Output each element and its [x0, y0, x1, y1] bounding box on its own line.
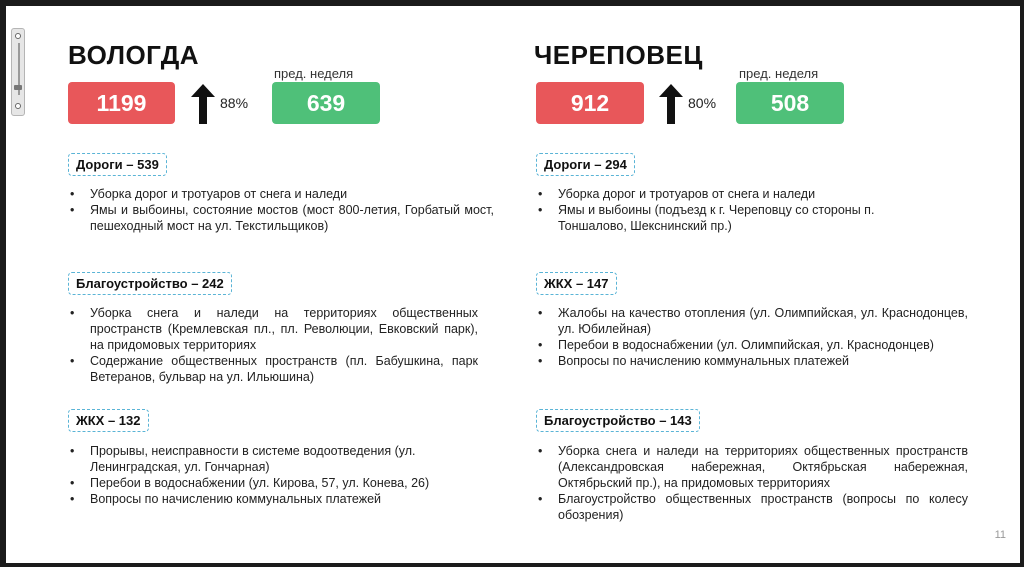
prev-week-label: пред. неделя	[739, 66, 819, 81]
category-roads: Дороги – 294	[536, 153, 635, 176]
current-count-box: 1199	[68, 82, 175, 124]
improvement-list	[68, 305, 478, 385]
arrow-up-icon	[659, 84, 683, 124]
list-item: • Прорывы, неисправности в системе водоотведения (ул. Ленинградская, ул. Гончарная)	[68, 443, 486, 475]
page-number: 11	[994, 529, 1006, 541]
list-item: • Ямы и выбоины (подъезд к г. Череповцу со стороны п. Тоншалово, Шекснинский пр.)	[536, 202, 916, 234]
roads-list	[68, 186, 494, 234]
zoom-out-icon[interactable]	[15, 103, 21, 109]
growth-percent: 80%	[688, 95, 717, 111]
zoom-slider[interactable]	[11, 28, 25, 116]
improvement-list	[536, 443, 968, 523]
current-count-box: 912	[536, 82, 644, 124]
list-item: • Уборка снега и наледи на территориях общественных пространств (Александровская набережная, Октябрьская набережная, Октябрьский пр.), на придомовых территориях	[536, 443, 968, 491]
zoom-handle[interactable]	[14, 85, 22, 90]
category-improvement: Благоустройство – 242	[68, 272, 232, 295]
list-item: • Жалобы на качество отопления (ул. Олимпийская, ул. Краснодонцев, ул. Юбилейная)	[536, 305, 968, 337]
city-title-cherepovets: ЧЕРЕПОВЕЦ	[534, 40, 703, 70]
prev-week-count-box: 508	[736, 82, 844, 124]
category-roads: Дороги – 539	[68, 153, 167, 176]
list-item: • Перебои в водоснабжении (ул. Олимпийская, ул. Краснодонцев)	[536, 337, 968, 353]
category-housing: ЖКХ – 132	[68, 409, 149, 432]
list-item: • Вопросы по начислению коммунальных платежей	[68, 491, 486, 507]
city-title-vologda: ВОЛОГДА	[68, 40, 200, 70]
prev-week-label: пред. неделя	[274, 66, 354, 81]
prev-week-count-box: 639	[272, 82, 380, 124]
arrow-up-icon	[191, 84, 215, 124]
zoom-in-icon[interactable]	[15, 33, 21, 39]
category-improvement: Благоустройство – 143	[536, 409, 700, 432]
housing-list	[68, 443, 486, 507]
growth-percent: 88%	[220, 95, 249, 111]
housing-list	[536, 305, 968, 369]
category-housing: ЖКХ – 147	[536, 272, 617, 295]
list-item: • Ямы и выбоины, состояние мостов (мост 800-летия, Горбатый мост, пешеходный мост на ул. Текстильщиков)	[68, 202, 494, 234]
list-item: • Уборка дорог и тротуаров от снега и наледи	[536, 186, 916, 202]
list-item: • Уборка снега и наледи на территориях общественных пространств (Кремлевская пл., пл. Революции, Евковский парк), на придомовых территориях	[68, 305, 478, 353]
presentation-slide	[6, 6, 1020, 563]
list-item: • Вопросы по начислению коммунальных платежей	[536, 353, 968, 369]
list-item: • Благоустройство общественных пространств (вопросы по колесу обозрения)	[536, 491, 968, 523]
list-item: • Уборка дорог и тротуаров от снега и наледи	[68, 186, 494, 202]
list-item: • Содержание общественных пространств (пл. Бабушкина, парк Ветеранов, бульвар на ул. Ильюшина)	[68, 353, 478, 385]
roads-list	[536, 186, 916, 234]
list-item: • Перебои в водоснабжении (ул. Кирова, 57, ул. Конева, 26)	[68, 475, 486, 491]
